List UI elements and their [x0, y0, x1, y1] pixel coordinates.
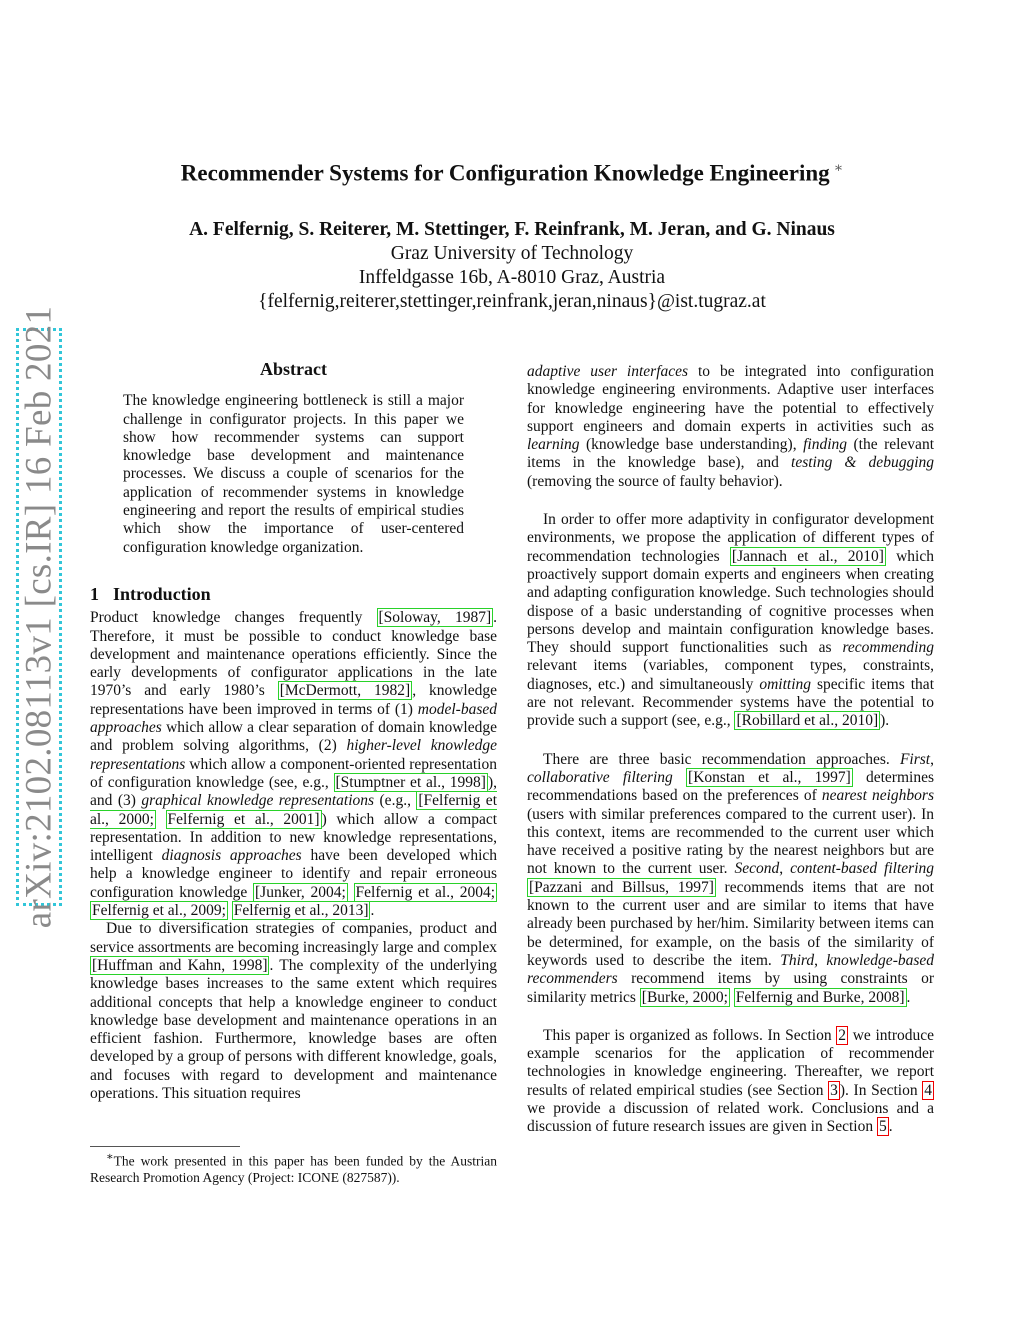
abstract-text: The knowledge engineering bottleneck is still a major challenge in configurator projects. In this paper we show how recommender systems can support knowledge base development and maintenance processes. We discuss a couple of scenarios for the application of recommender systems in knowledge engineering and report the results of empirical studies which show the importance of user-centered configuration knowledge organization.: [123, 392, 464, 556]
citation[interactable]: [Jannach et al., 2010]: [731, 547, 884, 565]
citation[interactable]: [Soloway, 1987]: [378, 609, 492, 627]
paper-title: Recommender Systems for Configuration Knowledge Engineering ∗: [180, 160, 844, 186]
right-paragraph-1: adaptive user interfaces to be integrated into configuration knowledge engineering environments. Adaptive user interfaces for knowledge engineering have the potential to effectively support engineers and domain experts in activities such as learning (knowledge base understanding), finding (the relevant items in the knowledge base), and testing & debugging (removing the source of faulty behavior).: [527, 363, 934, 490]
title-footnote-mark: ∗: [833, 161, 844, 176]
citation[interactable]: Felfernig et al., 2013]: [233, 902, 369, 920]
authors: A. Felfernig, S. Reiterer, M. Stettinger, F. Reinfrank, M. Jeran, and G. Ninaus: [189, 219, 835, 240]
arxiv-stamp[interactable]: [16, 305, 62, 929]
citation[interactable]: [Burke, 2000;: [641, 988, 728, 1006]
email: {felfernig,reiterer,stettinger,reinfrank,jeran,ninaus}@ist.tugraz.at: [258, 291, 766, 312]
arxiv-id: arXiv:2102.08113v1 [cs.IR] 16 Feb 2021: [18, 305, 60, 929]
footnote-text: ∗The work presented in this paper has been funded by the Austrian Research Promotion Agency (Project: ICONE (827587)).: [90, 1151, 497, 1185]
footnote-rule: [90, 1146, 240, 1147]
section-ref[interactable]: 3: [830, 1081, 838, 1099]
section-ref[interactable]: 4: [924, 1081, 932, 1099]
citation[interactable]: [Junker, 2004;: [255, 883, 346, 901]
citation[interactable]: [Felfernig et al., 2000;: [90, 792, 497, 828]
citation[interactable]: [Robillard et al., 2010]: [736, 712, 879, 730]
intro-paragraph-2: Due to diversification strategies of companies, product and service assortments are becoming increasingly large and complex [Huffman and Kahn, 1998] . The complexity of the underlying knowledge bases increases to the same extent which requires additional concepts that help a knowledge engineer to conduct knowledge base development and maintenance operations in an efficient fashion. Furthermore, knowledge bases are often developed by a group of persons with different knowledge, goals, and focuses with regard to development and maintenance operations. This situation requires: [90, 920, 497, 1102]
footnote: [90, 1146, 497, 1186]
intro-heading: 1 Introduction: [90, 583, 211, 604]
citation[interactable]: [Pazzani and Billsus, 1997]: [529, 878, 714, 896]
address: Inffeldgasse 16b, A-8010 Graz, Austria: [358, 267, 666, 288]
author-block: [0, 218, 1024, 314]
right-paragraph-2: In order to offer more adaptivity in configurator development environments, we propose the application of different types of recommendation technologies [Jannach et al., 2010] which proactively support domain experts and engineers when creating and adapting configuration knowledge. Such technologies should dispose of a basic understanding of cognitive processes when persons develop and maintain configuration knowledge bases. They should support functionalities such as recommending relevant items (variables, component types, constraints, diagnoses, etc.) and simultaneously omitting specific items that are not relevant. Recommender systems have the potential to provide such a support (see, e.g., [Robillard et al., 2010] ).: [527, 511, 934, 730]
abstract-body: [123, 392, 464, 557]
intro-paragraph-1: Product knowledge changes frequently [Soloway, 1987] . Therefore, it must be possible to conduct knowledge base development and maintenance operations efficiently. Since the early developments of configurator applications in the late 1970’s and early 1980’s [McDermott, 1982] , knowledge representations have been improved in terms of (1) model-based approaches which allow a clear separation of domain knowledge and problem solving algorithms, (2) higher-level knowledge representations which allow a component-oriented representation of configuration knowledge (see, e.g., [Stumptner et al., 1998] ), and (3) graphical knowledge representations (e.g., [Felfernig et al., 2000; Felfernig et al., 2001] ) which allow a compact representation. In addition to new knowledge representations, intelligent diagnosis approaches have been developed which help a knowledge engineer to identify and repair erroneous configuration knowledge [Junker, 2004; Felfernig et al., 2004; Felfernig et al., 2009; Felfernig et al., 2013] .: [90, 609, 498, 920]
right-column: [527, 363, 934, 1137]
citation[interactable]: [Konstan et al., 1997]: [688, 768, 851, 786]
citation[interactable]: [Stumptner et al., 1998]: [335, 773, 486, 791]
citation[interactable]: [McDermott, 1982]: [279, 682, 411, 700]
left-column: [90, 360, 497, 1103]
section-ref[interactable]: 5: [878, 1118, 887, 1136]
citation[interactable]: Felfernig et al., 2009;: [92, 902, 226, 920]
section-ref[interactable]: 2: [838, 1026, 847, 1044]
abstract-heading: Abstract: [260, 359, 327, 379]
affiliation: Graz University of Technology: [390, 243, 634, 264]
right-paragraph-3: There are three basic recommendation approaches. First, collaborative filtering [Konstan et al., 1997] determines recommendations based on the preferences of nearest neighbors (users with similar preferences compared to the current user). In this context, items are recommended to the current user which have received a positive rating by the nearest neighbors but are not known to the current user. Second, content-based filtering [Pazzani and Billsus, 1997] recommends items that are not known to the current user and are similar to items that have already been purchased by her/him. Similarity between items can be determined, for example, on the basis of the similarity of keywords used to describe the item. Third, knowledge-based recommenders recommend items by using constraints or similarity metrics [Burke, 2000; Felfernig and Burke, 2008] .: [527, 750, 935, 1006]
right-paragraph-4: This paper is organized as follows. In Section 2 we introduce example scenarios for the application of recommender technologies in knowledge engineering. Thereafter, we report results of related empirical studies (see Section 3 ). In Section 4 we provide a discussion of related work. Conclusions and a discussion of future research issues are given in Section 5 .: [527, 1026, 934, 1136]
citation[interactable]: Felfernig et al., 2001]: [167, 810, 320, 828]
citation[interactable]: [Huffman and Kahn, 1998]: [92, 956, 268, 974]
citation[interactable]: Felfernig et al., 2004;: [355, 883, 496, 901]
citation[interactable]: Felfernig and Burke, 2008]: [735, 988, 905, 1006]
